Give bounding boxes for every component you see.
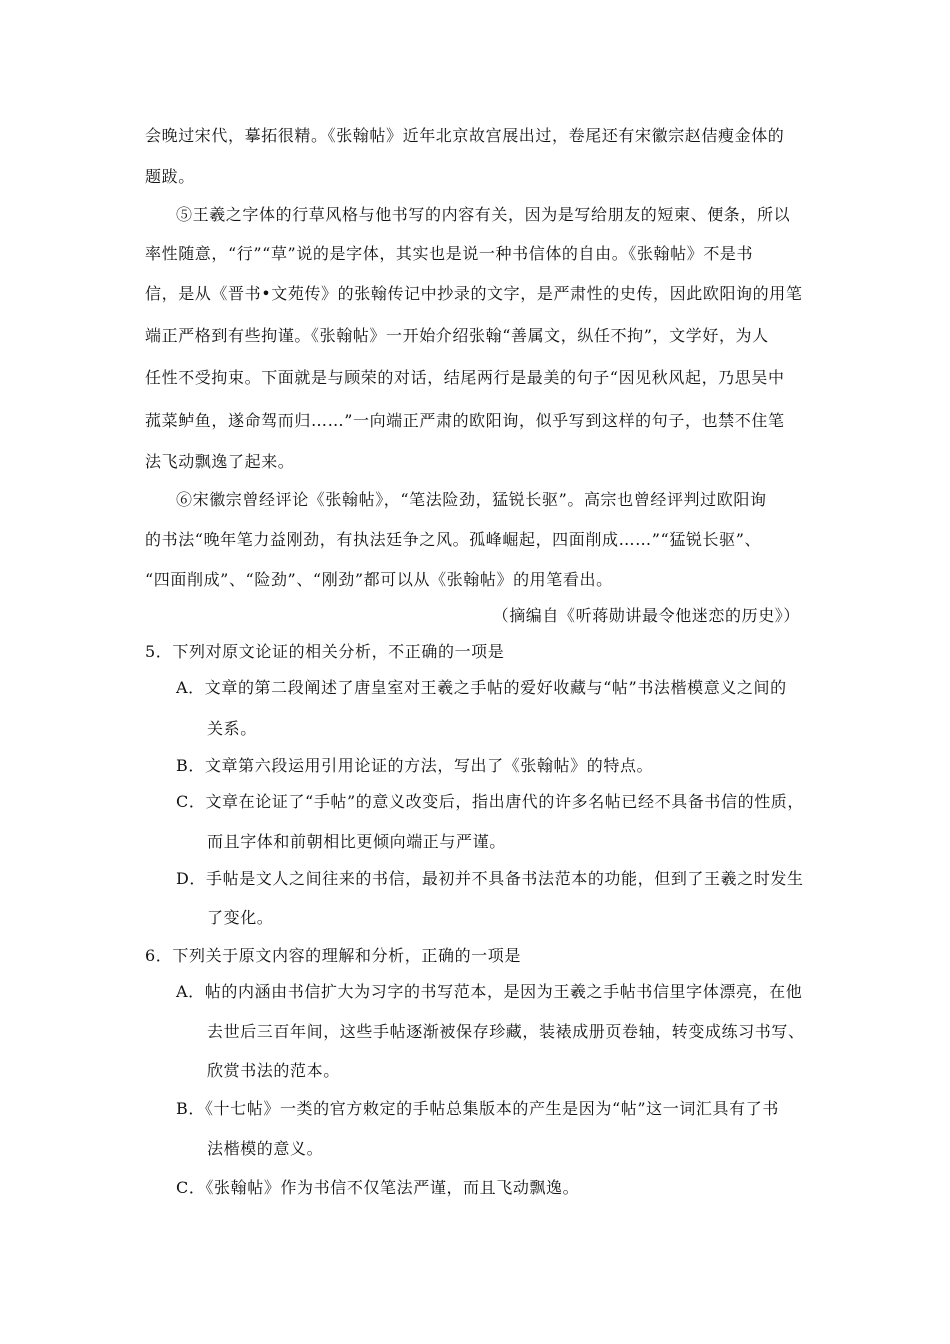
q5-option-b: B．文章第六段运用引用论证的方法，写出了《张翰帖》的特点。 <box>176 756 654 775</box>
para6-line-2: 的书法“晚年笔力益刚劲，有执法廷争之风。孤峰崛起，四面削成……”“猛锐长驱”、 <box>145 530 762 549</box>
q6-option-a-line-1: A．帖的内涵由书信扩大为习字的书写范本，是因为王羲之手帖书信里字体漂亮，在他 <box>176 982 803 1001</box>
para4-line-2: 题跋。 <box>145 167 195 186</box>
para5-line-4: 端正严格到有些拘谨。《张翰帖》一开始介绍张翰“善属文，纵任不拘”，文学好，为人 <box>145 326 769 345</box>
source-citation: （摘编自《听蒋勋讲最令他迷恋的历史》） <box>492 606 800 625</box>
para4-line-1: 会晚过宋代，摹拓很精。《张翰帖》近年北京故宫展出过，卷尾还有宋徽宗赵佶瘦金体的 <box>145 126 785 145</box>
q6-option-b-line-1: B．《十七帖》一类的官方敕定的手帖总集版本的产生是因为“帖”这一词汇具有了书 <box>176 1099 779 1118</box>
para5-line-1: ⑤王羲之字体的行草风格与他书写的内容有关，因为是写给朋友的短柬、便条，所以 <box>176 205 791 224</box>
para5-line-3: 信，是从《晋书•文苑传》的张翰传记中抄录的文字，是严肃性的史传，因此欧阳询的用笔 <box>145 284 803 303</box>
q5-option-c-line-1: C．文章在论证了“手帖”的意义改变后，指出唐代的许多名帖已经不具备书信的性质， <box>176 792 805 811</box>
q6-stem: 6．下列关于原文内容的理解和分析，正确的一项是 <box>145 946 521 965</box>
q6-option-b-line-2: 法楷模的意义。 <box>207 1139 324 1158</box>
q5-option-a-line-2: 关系。 <box>207 719 257 738</box>
q6-option-a-line-2: 去世后三百年间，这些手帖逐渐被保存珍藏，装裱成册页卷轴，转变成练习书写、 <box>207 1022 805 1041</box>
q5-option-a-line-1: A．文章的第二段阐述了唐皇室对王羲之手帖的爱好收藏与“帖”书法楷模意义之间的 <box>176 678 787 697</box>
para5-line-2: 率性随意，“行”“草”说的是字体，其实也是说一种书信体的自由。《张翰帖》不是书 <box>145 244 754 263</box>
q6-option-a-line-3: 欣赏书法的范本。 <box>207 1061 340 1080</box>
para6-line-1: ⑥宋徽宗曾经评论《张翰帖》，“笔法险劲，猛锐长驱”。高宗也曾经评判过欧阳询 <box>176 490 767 509</box>
para6-line-3: “四面削成”、“险劲”、“刚劲”都可以从《张翰帖》的用笔看出。 <box>145 570 613 589</box>
q5-option-c-line-2: 而且字体和前朝相比更倾向端正与严谨。 <box>207 832 506 851</box>
para5-line-5: 任性不受拘束。下面就是与顾荣的对话，结尾两行是最美的句子“因见秋风起，乃思吴中 <box>145 368 785 387</box>
para5-line-7: 法飞动飘逸了起来。 <box>145 452 295 471</box>
para5-line-6: 菰菜鲈鱼，遂命驾而归……”一向端正严肃的欧阳询，似乎写到这样的句子，也禁不住笔 <box>145 411 785 430</box>
q6-option-c: C．《张翰帖》作为书信不仅笔法严谨，而且飞动飘逸。 <box>176 1178 580 1197</box>
q5-option-d-line-2: 了变化。 <box>207 908 274 927</box>
q5-stem: 5．下列对原文论证的相关分析，不正确的一项是 <box>145 642 505 661</box>
q5-option-d-line-1: D．手帖是文人之间往来的书信，最初并不具备书法范本的功能，但到了王羲之时发生 <box>176 869 804 888</box>
